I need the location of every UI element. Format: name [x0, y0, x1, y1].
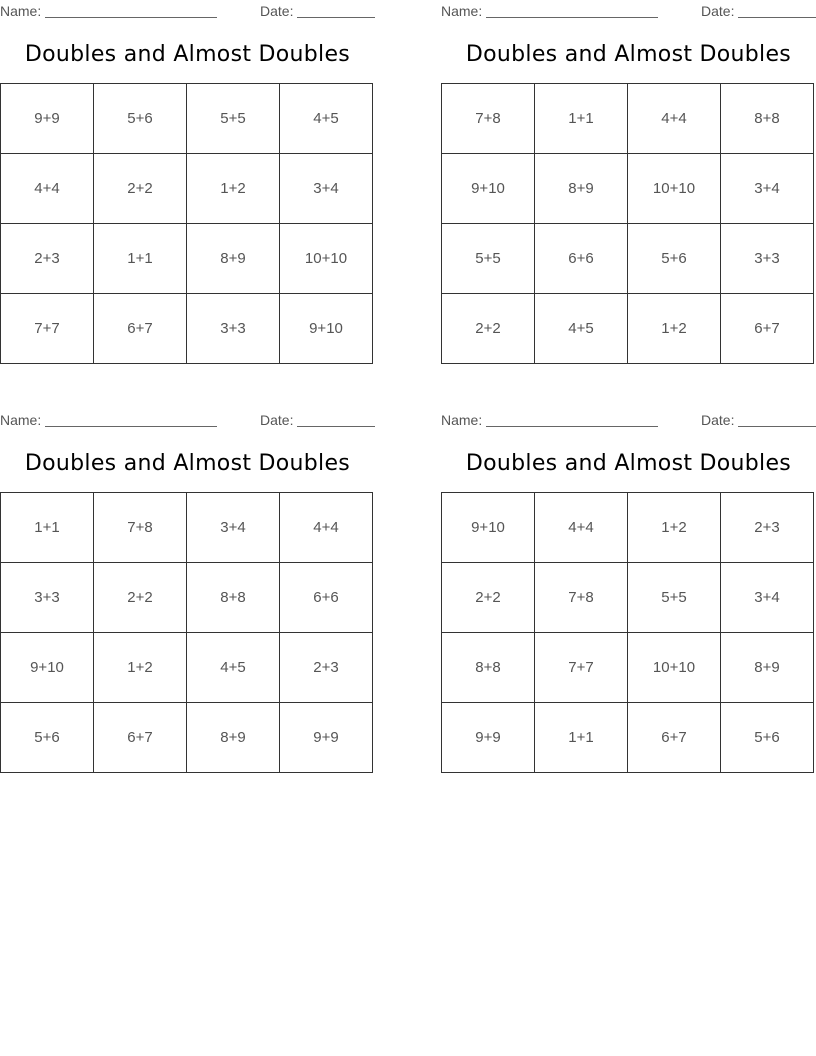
problem-cell: 8+8 — [442, 633, 535, 703]
grid-row — [442, 294, 814, 364]
grid-row — [442, 154, 814, 224]
name-label: Name: — [441, 412, 483, 428]
problem-cell: 5+6 — [94, 84, 187, 154]
date-field-line[interactable] — [297, 17, 375, 18]
worksheet-card-4 — [441, 411, 816, 746]
grid-row — [442, 563, 814, 633]
problem-cell: 3+4 — [721, 563, 814, 633]
problem-cell: 4+4 — [1, 154, 94, 224]
grid-row — [1, 154, 373, 224]
name-label: Name: — [441, 3, 483, 19]
problem-cell: 2+3 — [280, 633, 373, 703]
header-row — [0, 2, 375, 20]
problem-cell: 4+4 — [280, 493, 373, 563]
worksheet-card-3 — [0, 411, 375, 746]
problem-cell: 6+6 — [535, 224, 628, 294]
problem-cell: 4+4 — [628, 84, 721, 154]
problem-cell: 2+2 — [94, 563, 187, 633]
name-field-line[interactable] — [45, 426, 217, 427]
problem-cell: 1+1 — [94, 224, 187, 294]
problem-cell: 5+5 — [628, 563, 721, 633]
problem-cell: 7+8 — [535, 563, 628, 633]
worksheet-title: Doubles and Almost Doubles — [465, 42, 792, 67]
problem-cell: 8+9 — [535, 154, 628, 224]
grid-row — [1, 703, 373, 773]
problem-cell: 1+2 — [628, 493, 721, 563]
problem-cell: 4+5 — [280, 84, 373, 154]
problem-grid — [441, 492, 814, 773]
problem-cell: 3+4 — [721, 154, 814, 224]
problem-cell: 9+10 — [1, 633, 94, 703]
worksheet-title: Doubles and Almost Doubles — [465, 451, 792, 476]
problem-cell: 8+9 — [187, 224, 280, 294]
problem-cell: 6+7 — [94, 294, 187, 364]
problem-cell: 6+7 — [628, 703, 721, 773]
grid-row — [442, 84, 814, 154]
problem-cell: 9+10 — [442, 493, 535, 563]
problem-cell: 5+6 — [1, 703, 94, 773]
problem-cell: 7+8 — [94, 493, 187, 563]
name-label: Name: — [0, 3, 42, 19]
worksheet-card-2 — [441, 2, 816, 337]
problem-cell: 8+9 — [187, 703, 280, 773]
problem-cell: 2+2 — [442, 563, 535, 633]
problem-cell: 1+2 — [628, 294, 721, 364]
problem-cell: 2+2 — [94, 154, 187, 224]
header-row — [441, 2, 816, 20]
problem-cell: 9+10 — [442, 154, 535, 224]
problem-cell: 5+6 — [628, 224, 721, 294]
worksheet-title: Doubles and Almost Doubles — [24, 451, 351, 476]
problem-cell: 7+8 — [442, 84, 535, 154]
date-label: Date: — [260, 412, 294, 428]
problem-cell: 4+4 — [535, 493, 628, 563]
grid-row — [1, 224, 373, 294]
grid-row — [1, 633, 373, 703]
problem-cell: 10+10 — [280, 224, 373, 294]
worksheet-card-1 — [0, 2, 375, 337]
problem-cell: 8+8 — [187, 563, 280, 633]
date-field-line[interactable] — [738, 426, 816, 427]
header-row — [441, 411, 816, 429]
grid-row — [442, 493, 814, 563]
grid-row — [1, 294, 373, 364]
problem-cell: 1+2 — [187, 154, 280, 224]
problem-cell: 2+3 — [721, 493, 814, 563]
worksheet-title: Doubles and Almost Doubles — [24, 42, 351, 67]
problem-cell: 6+6 — [280, 563, 373, 633]
problem-cell: 1+1 — [535, 703, 628, 773]
problem-cell: 10+10 — [628, 633, 721, 703]
problem-cell: 5+5 — [442, 224, 535, 294]
date-label: Date: — [260, 3, 294, 19]
grid-row — [1, 84, 373, 154]
problem-cell: 3+3 — [721, 224, 814, 294]
date-field-line[interactable] — [738, 17, 816, 18]
problem-cell: 9+10 — [280, 294, 373, 364]
problem-cell: 1+2 — [94, 633, 187, 703]
problem-cell: 3+4 — [187, 493, 280, 563]
problem-cell: 8+9 — [721, 633, 814, 703]
problem-cell: 4+5 — [187, 633, 280, 703]
problem-cell: 3+4 — [280, 154, 373, 224]
problem-cell: 6+7 — [94, 703, 187, 773]
problem-cell: 3+3 — [187, 294, 280, 364]
grid-row — [442, 633, 814, 703]
grid-row — [1, 563, 373, 633]
problem-cell: 4+5 — [535, 294, 628, 364]
problem-cell: 9+9 — [280, 703, 373, 773]
problem-cell: 8+8 — [721, 84, 814, 154]
problem-grid — [0, 492, 373, 773]
problem-cell: 3+3 — [1, 563, 94, 633]
problem-grid — [441, 83, 814, 364]
header-row — [0, 411, 375, 429]
grid-row — [1, 493, 373, 563]
problem-cell: 7+7 — [535, 633, 628, 703]
problem-cell: 5+5 — [187, 84, 280, 154]
problem-cell: 10+10 — [628, 154, 721, 224]
date-label: Date: — [701, 3, 735, 19]
problem-cell: 5+6 — [721, 703, 814, 773]
name-field-line[interactable] — [45, 17, 217, 18]
date-field-line[interactable] — [297, 426, 375, 427]
problem-cell: 2+3 — [1, 224, 94, 294]
problem-grid — [0, 83, 373, 364]
grid-row — [442, 703, 814, 773]
grid-row — [442, 224, 814, 294]
problem-cell: 1+1 — [535, 84, 628, 154]
problem-cell: 1+1 — [1, 493, 94, 563]
name-label: Name: — [0, 412, 42, 428]
problem-cell: 7+7 — [1, 294, 94, 364]
name-field-line[interactable] — [486, 426, 658, 427]
name-field-line[interactable] — [486, 17, 658, 18]
problem-cell: 2+2 — [442, 294, 535, 364]
problem-cell: 9+9 — [1, 84, 94, 154]
problem-cell: 9+9 — [442, 703, 535, 773]
problem-cell: 6+7 — [721, 294, 814, 364]
date-label: Date: — [701, 412, 735, 428]
